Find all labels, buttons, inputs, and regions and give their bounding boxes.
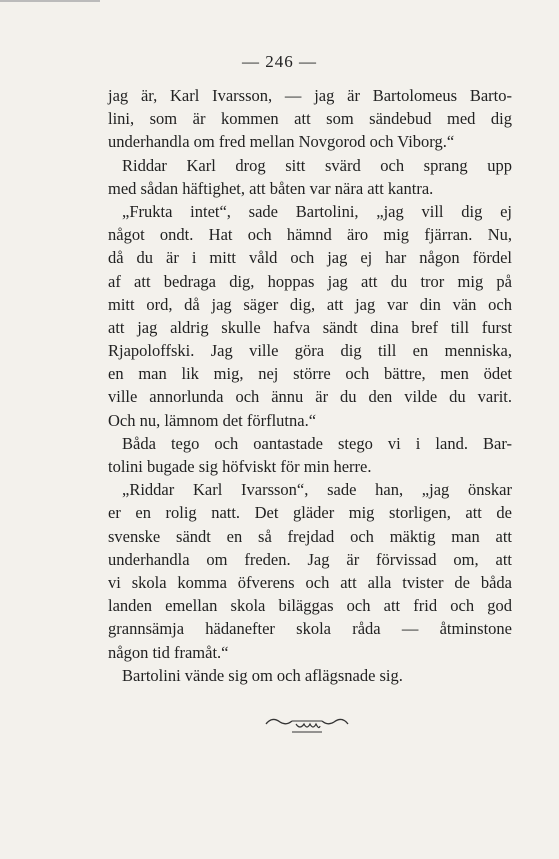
body-text xyxy=(108,84,512,687)
text-line: Bartolini vände sig om och aflägsnade sig. xyxy=(122,665,403,685)
page-number: — 246 — xyxy=(242,52,317,71)
text-line: tolini bugade sig höfviskt för min herre. xyxy=(108,457,372,476)
text-line: Rjapoloffski. Jag ville göra dig till en menniska, xyxy=(108,341,512,361)
text-line: Båda tego och oantastade stego vi i land. Bar- xyxy=(122,433,512,453)
text-line: svenske sändt en så frejdad och mäktig man att xyxy=(108,526,512,546)
text-line: underhandla om fred mellan Novgorod och Viborg.“ xyxy=(108,132,455,152)
text-line: något ondt. Hat och hämnd äro mig fjärran. Nu, xyxy=(108,225,512,245)
text-line: underhandla om freden. Jag är förvissad om, att xyxy=(108,549,512,569)
text-line: af att bedraga dig, hoppas jag att du tror mig på xyxy=(108,271,512,291)
text-line: lini, som är kommen att som sändebud med dig xyxy=(108,109,512,129)
text-line: er en rolig natt. Det gläder mig storligen, att de xyxy=(108,503,512,523)
text-line: „Frukta intet“, sade Bartolini, „jag vill dig ej xyxy=(122,201,512,221)
text-line: då du är i mitt våld och jag ej har någon fördel xyxy=(108,248,512,268)
tailpiece-ornament-icon xyxy=(262,712,352,740)
text-line: en man lik mig, nej större och bättre, men ödet xyxy=(108,364,512,384)
text-line: landen emellan skola biläggas och att frid och god xyxy=(108,596,512,616)
text-line: att jag aldrig skulle hafva sändt dina bref till furst xyxy=(108,317,512,337)
text-line: mitt ord, då jag säger dig, att jag var din vän och xyxy=(108,294,512,314)
text-line: jag är, Karl Ivarsson, — jag är Bartolomeus Barto- xyxy=(108,86,512,105)
text-line: Och nu, lämnom det förflutna.“ xyxy=(108,410,317,430)
scan-edge-mark xyxy=(0,0,100,2)
text-line: vi skola komma öfverens och att alla tvister de båda xyxy=(108,572,512,592)
text-line: „Riddar Karl Ivarsson“, sade han, „jag önskar xyxy=(122,480,512,500)
text-line: ville annorlunda och ännu är du den vilde du varit. xyxy=(108,387,512,407)
text-line: någon tid framåt.“ xyxy=(108,642,229,662)
text-line: Riddar Karl drog sitt svärd och sprang upp xyxy=(122,155,512,175)
text-line: grannsämja hädanefter skola råda — åtminstone xyxy=(108,619,512,639)
text-line: med sådan häftighet, att båten var nära att kantra. xyxy=(108,178,434,198)
